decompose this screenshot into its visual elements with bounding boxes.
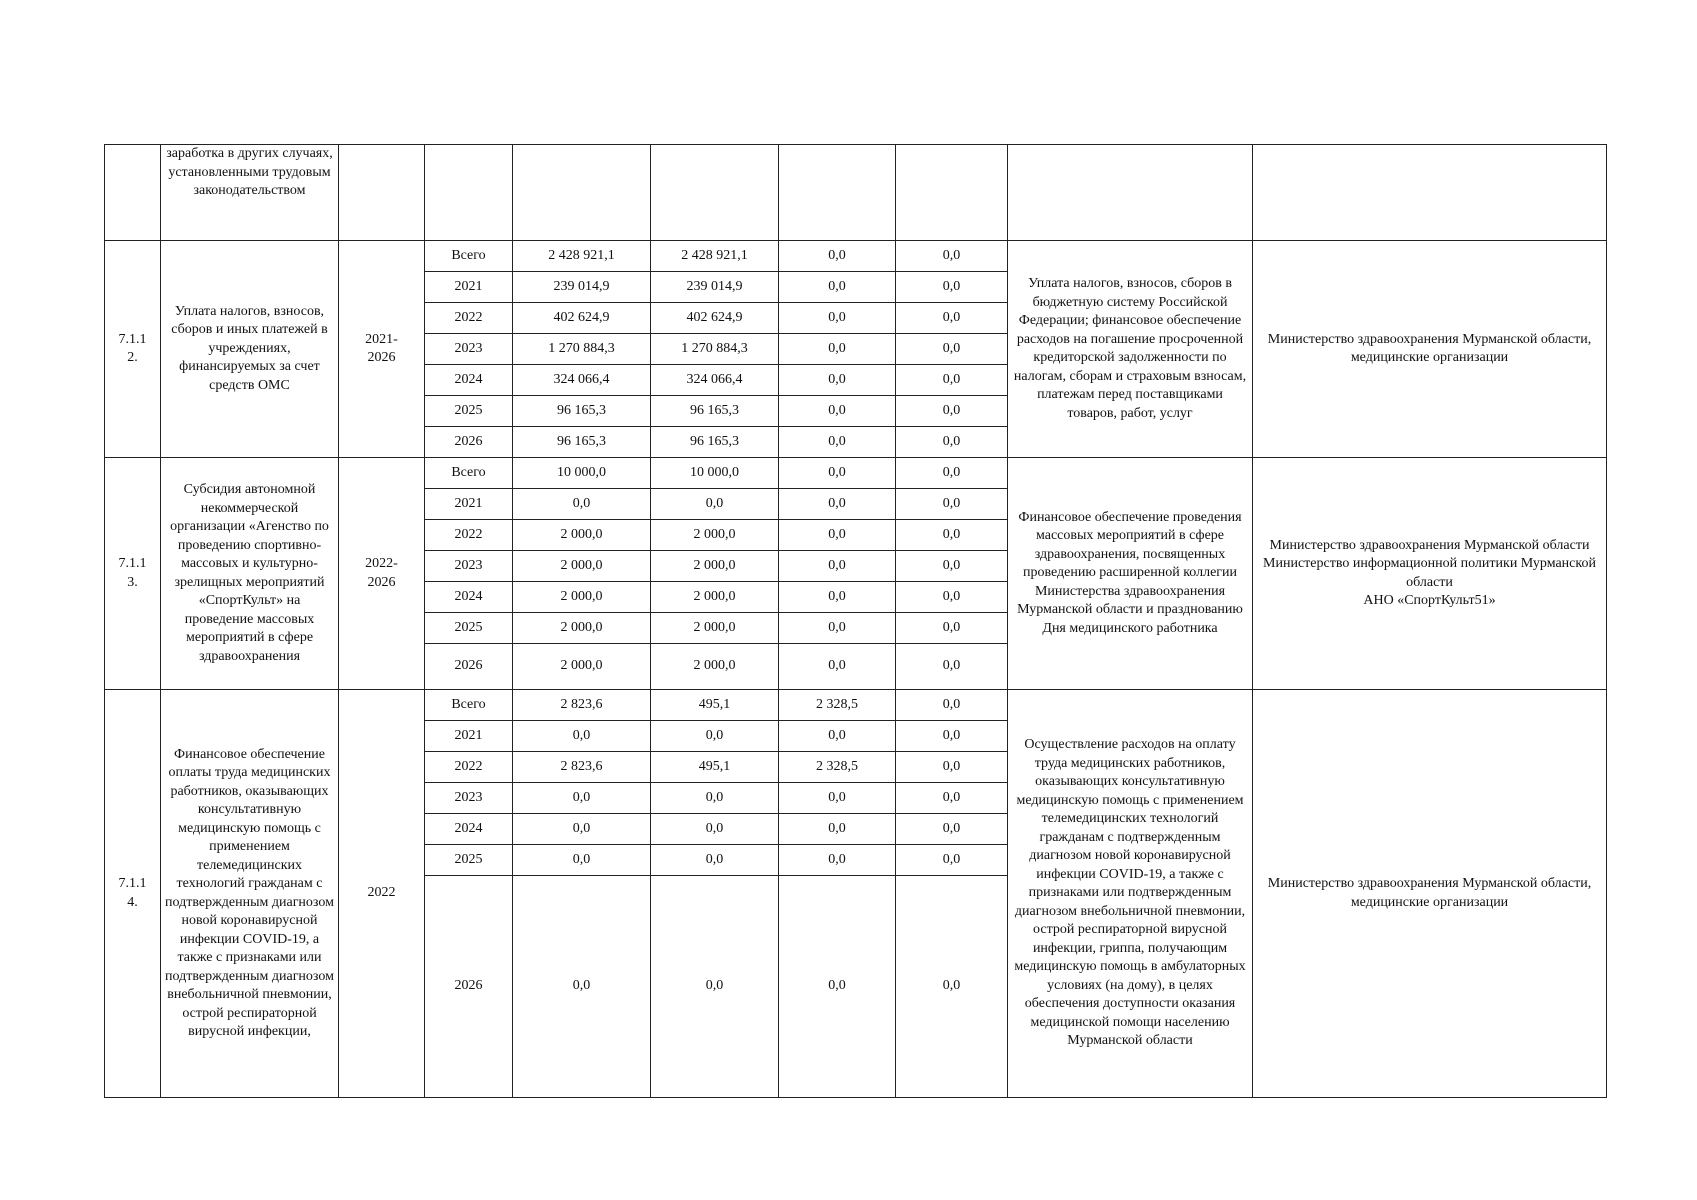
total-amount-cell: 324 066,4 xyxy=(513,365,651,396)
total-amount-cell: 2 000,0 xyxy=(513,613,651,644)
continuation-period-cell xyxy=(339,145,425,241)
year-label-cell: 2022 xyxy=(425,520,513,551)
regional-budget-cell: 0,0 xyxy=(651,876,779,1098)
total-amount-cell: 2 428 921,1 xyxy=(513,241,651,272)
measure-period-cell: 2022- 2026 xyxy=(339,458,425,690)
regional-budget-cell: 2 000,0 xyxy=(651,551,779,582)
total-amount-cell: 2 000,0 xyxy=(513,582,651,613)
federal-budget-cell: 0,0 xyxy=(779,489,896,520)
federal-budget-cell: 0,0 xyxy=(779,365,896,396)
federal-budget-cell: 0,0 xyxy=(779,427,896,458)
total-amount-cell: 10 000,0 xyxy=(513,458,651,489)
federal-budget-cell: 0,0 xyxy=(779,814,896,845)
regional-budget-cell: 324 066,4 xyxy=(651,365,779,396)
other-sources-cell: 0,0 xyxy=(896,241,1008,272)
total-amount-cell: 0,0 xyxy=(513,876,651,1098)
federal-budget-cell: 0,0 xyxy=(779,520,896,551)
regional-budget-cell: 0,0 xyxy=(651,489,779,520)
year-label-cell: 2024 xyxy=(425,814,513,845)
continuation-name-cell: заработка в других случаях, установленными трудовым законодательством xyxy=(161,145,339,241)
year-label-cell: 2021 xyxy=(425,721,513,752)
federal-budget-cell: 0,0 xyxy=(779,303,896,334)
total-amount-cell: 2 000,0 xyxy=(513,644,651,690)
year-label-cell: 2026 xyxy=(425,427,513,458)
total-amount-cell: 96 165,3 xyxy=(513,427,651,458)
other-sources-cell: 0,0 xyxy=(896,845,1008,876)
federal-budget-cell: 0,0 xyxy=(779,458,896,489)
federal-budget-cell: 0,0 xyxy=(779,644,896,690)
other-sources-cell: 0,0 xyxy=(896,489,1008,520)
federal-budget-cell: 0,0 xyxy=(779,783,896,814)
program-table-sheet xyxy=(104,144,1607,1098)
continuation-col1-cell xyxy=(651,145,779,241)
total-amount-cell: 0,0 xyxy=(513,721,651,752)
other-sources-cell: 0,0 xyxy=(896,334,1008,365)
continuation-total-cell xyxy=(513,145,651,241)
measure-id-cell: 7.1.1 2. xyxy=(105,241,161,458)
federal-budget-cell: 0,0 xyxy=(779,551,896,582)
total-amount-cell: 0,0 xyxy=(513,845,651,876)
other-sources-cell: 0,0 xyxy=(896,582,1008,613)
regional-budget-cell: 495,1 xyxy=(651,690,779,721)
measure-id-cell: 7.1.1 4. xyxy=(105,690,161,1098)
measure-name-cell: Уплата налогов, взносов, сборов и иных платежей в учреждениях, финансируемых за счет средств ОМС xyxy=(161,241,339,458)
regional-budget-cell: 0,0 xyxy=(651,721,779,752)
continuation-year-cell xyxy=(425,145,513,241)
regional-budget-cell: 2 000,0 xyxy=(651,582,779,613)
federal-budget-cell: 0,0 xyxy=(779,396,896,427)
regional-budget-cell: 495,1 xyxy=(651,752,779,783)
measure-period-cell: 2022 xyxy=(339,690,425,1098)
year-label-cell: 2025 xyxy=(425,613,513,644)
year-label-cell: 2023 xyxy=(425,551,513,582)
year-label-cell: 2025 xyxy=(425,396,513,427)
measure-result-cell: Финансовое обеспечение проведения массовых мероприятий в сфере здравоохранения, посвященных проведению расширенной коллегии Министерства здравоохранения Мурманской области и празднованию Дня медицинского работника xyxy=(1008,458,1253,690)
regional-budget-cell: 239 014,9 xyxy=(651,272,779,303)
other-sources-cell: 0,0 xyxy=(896,783,1008,814)
total-amount-cell: 402 624,9 xyxy=(513,303,651,334)
federal-budget-cell: 0,0 xyxy=(779,845,896,876)
continuation-col2-cell xyxy=(779,145,896,241)
year-label-cell: 2024 xyxy=(425,582,513,613)
year-label-cell: 2023 xyxy=(425,783,513,814)
continuation-row xyxy=(105,145,1607,241)
total-amount-cell: 0,0 xyxy=(513,489,651,520)
regional-budget-cell: 0,0 xyxy=(651,783,779,814)
other-sources-cell: 0,0 xyxy=(896,551,1008,582)
year-label-cell: Всего xyxy=(425,241,513,272)
other-sources-cell: 0,0 xyxy=(896,458,1008,489)
other-sources-cell: 0,0 xyxy=(896,876,1008,1098)
regional-budget-cell: 2 000,0 xyxy=(651,613,779,644)
measure-result-cell: Осуществление расходов на оплату труда медицинских работников, оказывающих консультативную медицинскую помощь с применением телемедицинских технологий гражданам с подтвержденным диагнозом новой коронавирусной инфекции COVID-19, а также с признаками или подтвержденным диагнозом внебольничной пневмонии, острой респираторной вирусной инфекции, гриппа, получающим медицинскую помощь в амбулаторных условиях (на дому), в целях обеспечения доступности оказания медицинской помощи населению Мурманской области xyxy=(1008,690,1253,1098)
measure-executor-cell: Министерство здравоохранения Мурманской области, медицинские организации xyxy=(1253,241,1607,458)
measure-id-cell: 7.1.1 3. xyxy=(105,458,161,690)
measure-name-cell: Финансовое обеспечение оплаты труда медицинских работников, оказывающих консультативную медицинскую помощь с применением телемедицинских технологий гражданам с подтвержденным диагнозом новой коронавирусной инфекции COVID-19, а также с признаками или подтвержденным диагнозом внебольничной пневмонии, острой респираторной вирусной инфекции, xyxy=(161,690,339,1098)
year-label-cell: 2026 xyxy=(425,876,513,1098)
year-label-cell: 2022 xyxy=(425,752,513,783)
other-sources-cell: 0,0 xyxy=(896,814,1008,845)
other-sources-cell: 0,0 xyxy=(896,427,1008,458)
continuation-executor-cell xyxy=(1253,145,1607,241)
federal-budget-cell: 2 328,5 xyxy=(779,690,896,721)
regional-budget-cell: 2 000,0 xyxy=(651,644,779,690)
total-amount-cell: 2 823,6 xyxy=(513,752,651,783)
continuation-id-cell xyxy=(105,145,161,241)
total-amount-cell: 2 000,0 xyxy=(513,551,651,582)
total-amount-cell: 0,0 xyxy=(513,783,651,814)
other-sources-cell: 0,0 xyxy=(896,520,1008,551)
year-label-cell: 2024 xyxy=(425,365,513,396)
other-sources-cell: 0,0 xyxy=(896,303,1008,334)
regional-budget-cell: 0,0 xyxy=(651,845,779,876)
year-label-cell: 2023 xyxy=(425,334,513,365)
federal-budget-cell: 0,0 xyxy=(779,241,896,272)
total-amount-cell: 1 270 884,3 xyxy=(513,334,651,365)
other-sources-cell: 0,0 xyxy=(896,721,1008,752)
measure-row xyxy=(105,690,1607,721)
regional-budget-cell: 1 270 884,3 xyxy=(651,334,779,365)
total-amount-cell: 2 823,6 xyxy=(513,690,651,721)
total-amount-cell: 239 014,9 xyxy=(513,272,651,303)
year-label-cell: 2025 xyxy=(425,845,513,876)
measure-executor-cell: Министерство здравоохранения Мурманской области, медицинские организации xyxy=(1253,690,1607,1098)
regional-budget-cell: 96 165,3 xyxy=(651,396,779,427)
federal-budget-cell: 0,0 xyxy=(779,334,896,365)
total-amount-cell: 2 000,0 xyxy=(513,520,651,551)
total-amount-cell: 0,0 xyxy=(513,814,651,845)
other-sources-cell: 0,0 xyxy=(896,644,1008,690)
regional-budget-cell: 2 428 921,1 xyxy=(651,241,779,272)
measure-row xyxy=(105,458,1607,489)
total-amount-cell: 96 165,3 xyxy=(513,396,651,427)
federal-budget-cell: 0,0 xyxy=(779,582,896,613)
year-label-cell: 2021 xyxy=(425,489,513,520)
federal-budget-cell: 0,0 xyxy=(779,272,896,303)
measure-result-cell: Уплата налогов, взносов, сборов в бюджетную систему Российской Федерации; финансовое обеспечение расходов на погашение просроченной кредиторской задолженности по налогам, сборам и страховым взносам, платежам перед поставщиками товаров, работ, услуг xyxy=(1008,241,1253,458)
other-sources-cell: 0,0 xyxy=(896,396,1008,427)
regional-budget-cell: 96 165,3 xyxy=(651,427,779,458)
federal-budget-cell: 2 328,5 xyxy=(779,752,896,783)
program-measures-table xyxy=(104,144,1607,1098)
other-sources-cell: 0,0 xyxy=(896,272,1008,303)
regional-budget-cell: 0,0 xyxy=(651,814,779,845)
continuation-col3-cell xyxy=(896,145,1008,241)
federal-budget-cell: 0,0 xyxy=(779,876,896,1098)
year-label-cell: 2026 xyxy=(425,644,513,690)
other-sources-cell: 0,0 xyxy=(896,752,1008,783)
regional-budget-cell: 402 624,9 xyxy=(651,303,779,334)
other-sources-cell: 0,0 xyxy=(896,365,1008,396)
regional-budget-cell: 2 000,0 xyxy=(651,520,779,551)
measure-executor-cell: Министерство здравоохранения Мурманской области Министерство информационной политики Мурманской области АНО «СпортКульт51» xyxy=(1253,458,1607,690)
measure-row xyxy=(105,241,1607,272)
other-sources-cell: 0,0 xyxy=(896,690,1008,721)
federal-budget-cell: 0,0 xyxy=(779,613,896,644)
year-label-cell: 2021 xyxy=(425,272,513,303)
regional-budget-cell: 10 000,0 xyxy=(651,458,779,489)
year-label-cell: 2022 xyxy=(425,303,513,334)
year-label-cell: Всего xyxy=(425,458,513,489)
other-sources-cell: 0,0 xyxy=(896,613,1008,644)
year-label-cell: Всего xyxy=(425,690,513,721)
measure-name-cell: Субсидия автономной некоммерческой организации «Агенство по проведению спортивно-массовых и культурно-зрелищных мероприятий «СпортКульт» на проведение массовых мероприятий в сфере здравоохранения xyxy=(161,458,339,690)
continuation-result-cell xyxy=(1008,145,1253,241)
federal-budget-cell: 0,0 xyxy=(779,721,896,752)
measure-period-cell: 2021- 2026 xyxy=(339,241,425,458)
